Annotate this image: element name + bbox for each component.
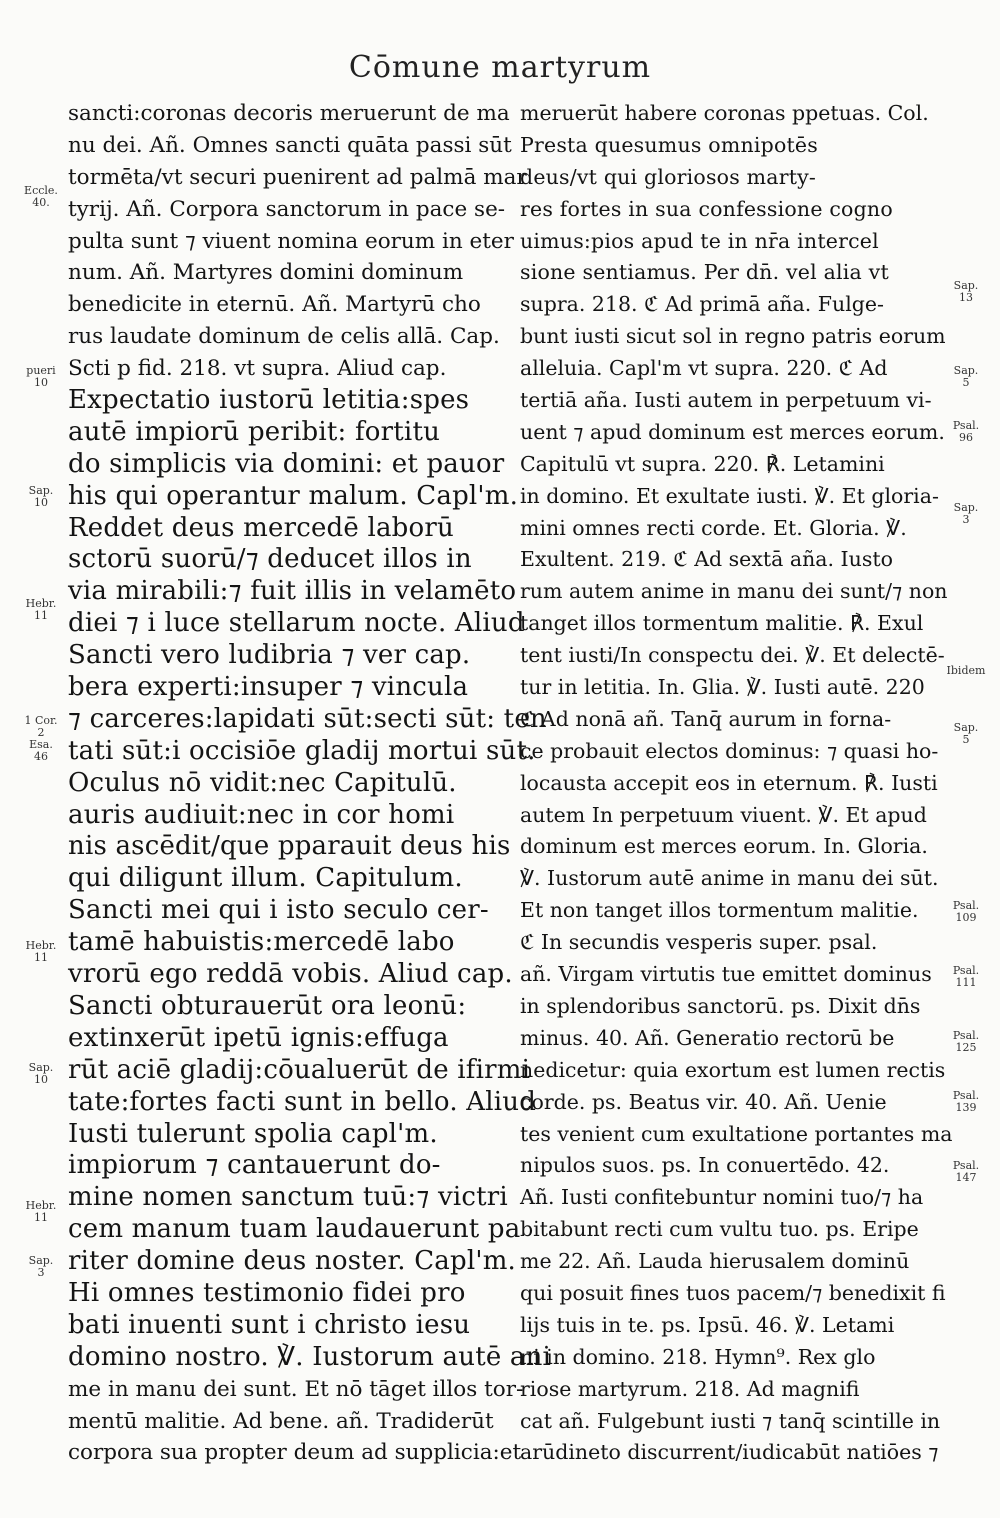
text-line: cat añ. Fulgebunt iusti ⁊ tanq̄ scintille in: [520, 1408, 941, 1433]
text-line: pulta sunt ⁊ viuent nomina eorum in eter: [68, 228, 514, 254]
text-line: ℣. Iustorum autē anime in manu dei sūt.: [520, 866, 939, 891]
text-line: sctorū suorū/⁊ deducet illos in: [68, 544, 472, 575]
text-line: dominum est merces eorum. In. Gloria.: [520, 834, 928, 859]
margin-note-left: 1 Cor. 2 Esa. 46: [24, 714, 58, 763]
margin-note-left: Sap. 10: [28, 484, 54, 509]
text-line: Añ. Iusti confitebuntur nomini tuo/⁊ ha: [520, 1185, 924, 1210]
text-line: añ. Virgam virtutis tue emittet dominus: [520, 962, 932, 987]
text-line: supra. 218. ℭ Ad primā aña. Fulge-: [520, 292, 884, 317]
text-line: tyrij. Añ. Corpora sanctorum in pace se-: [68, 196, 506, 222]
text-line: Hi omnes testimonio fidei pro: [68, 1277, 466, 1308]
text-line: ℭ In secundis vesperis super. psal.: [520, 930, 878, 955]
text-line: Presta quesumus omnipotēs: [520, 132, 818, 157]
text-line: autem In perpetuum viuent. ℣. Et apud: [520, 802, 927, 827]
margin-note-left: Hebr. 11: [25, 1199, 57, 1224]
text-line: auris audiuit:nec in cor homi: [68, 799, 455, 830]
margin-note-left: Hebr. 11: [25, 939, 57, 964]
text-line: riter domine deus noster. Capl'm.: [68, 1246, 517, 1277]
text-line: ⁊ carceres:lapidati sūt:secti sūt: ten: [68, 703, 547, 734]
text-line: ni in domino. 218. Hymn⁹. Rex glo: [520, 1344, 876, 1369]
text-line: Et non tanget illos tormentum malitie.: [520, 898, 919, 923]
margin-note-right: Psal. 96: [952, 419, 980, 444]
margin-note-right: Sap. 3: [953, 501, 979, 526]
text-line: diei ⁊ i luce stellarum nocte. Aliud: [68, 608, 525, 639]
text-line: locausta accepit eos in eternum. ℟. Iusti: [520, 770, 938, 795]
text-line: in domino. Et exultate iusti. ℣. Et gloria-: [520, 483, 939, 508]
margin-note-left: pueri 10: [26, 364, 56, 389]
margin-note-right: Sap. 13: [953, 279, 979, 304]
text-line: benedicite in eternū. Añ. Martyrū cho: [68, 292, 481, 318]
text-line: rum autem anime in manu dei sunt/⁊ non: [520, 579, 948, 604]
text-line: corpora sua propter deum ad supplicia:et: [68, 1440, 522, 1466]
text-line: Sancti vero ludibria ⁊ ver cap.: [68, 640, 471, 671]
text-line: domino nostro. ℣. Iustorum autē ani: [68, 1341, 552, 1372]
text-line: bitabunt recti cum vultu tuo. ps. Eripe: [520, 1217, 919, 1242]
text-line: autē impiorū peribit: fortitu: [68, 416, 441, 447]
text-line: Exultent. 219. ℭ Ad sextā aña. Iusto: [520, 547, 893, 572]
text-line: mini omnes recti corde. Et. Gloria. ℣.: [520, 515, 907, 540]
text-line: rus laudate dominum de celis allā. Cap.: [68, 324, 500, 350]
text-line: tertiā aña. Iusti autem in perpetuum vi-: [520, 388, 932, 413]
text-line: ℭ Ad nonā añ. Tanq̄ aurum in forna-: [520, 706, 892, 731]
margin-note-left: Hebr. 11: [25, 597, 57, 622]
text-line: qui posuit fines tuos pacem/⁊ benedixit fi: [520, 1280, 946, 1305]
text-line: mentū malitie. Ad bene. añ. Tradiderūt: [68, 1408, 494, 1434]
text-line: tate:fortes facti sunt in bello. Aliud: [68, 1086, 537, 1117]
text-line: Scti p fid. 218. vt supra. Aliud cap.: [68, 356, 447, 382]
margin-note-left: Sap. 10: [28, 1061, 54, 1086]
text-line: qui diligunt illum. Capitulum.: [68, 863, 463, 894]
text-line: corde. ps. Beatus vir. 40. Añ. Uenie: [520, 1089, 887, 1114]
margin-note-right: Psal. 111: [952, 964, 980, 989]
margin-note-right: Sap. 5: [953, 364, 979, 389]
text-line: nipulos suos. ps. In conuertēdo. 42.: [520, 1153, 890, 1178]
text-line: bunt iusti sicut sol in regno patris eorum: [520, 324, 946, 349]
text-line: tes venient cum exultatione portantes ma: [520, 1121, 953, 1146]
text-line: tanget illos tormentum malitie. ℟. Exul: [520, 611, 924, 636]
text-line: meruerūt habere coronas ppetuas. Col.: [520, 101, 929, 125]
margin-note-left: Eccle. 40.: [24, 184, 58, 209]
text-line: tent iusti/In conspectu dei. ℣. Et delectē-: [520, 643, 945, 668]
margin-note-right: Ibidem: [946, 664, 986, 677]
text-line: in splendoribus sanctorū. ps. Dixit dn̄s: [520, 993, 921, 1018]
text-line: impiorum ⁊ cantauerunt do-: [68, 1150, 441, 1181]
margin-note-right: Psal. 109: [952, 899, 980, 924]
text-line: res fortes in sua confessione cogno: [520, 196, 893, 221]
text-line: vrorū ego reddā vobis. Aliud cap.: [68, 959, 513, 990]
margin-note-left: Sap. 3: [28, 1254, 54, 1279]
text-line: ce probauit electos dominus: ⁊ quasi ho-: [520, 738, 939, 763]
text-line: nis ascēdit/que pparauit deus his: [68, 831, 511, 862]
text-line: lijs tuis in te. ps. Ipsū. 46. ℣. Letami: [520, 1312, 895, 1337]
text-line: Iusti tulerunt spolia capl'm.: [68, 1118, 438, 1149]
text-line: tur in letitia. In. Glia. ℣. Iusti autē. 220: [520, 675, 925, 700]
text-line: Oculus nō vidit:nec Capitulū.: [68, 767, 457, 798]
text-line: tati sūt:i occisiōe gladij mortui sūt.: [68, 735, 536, 766]
right-text-column: [520, 98, 953, 1469]
margin-note-right: Psal. 147: [952, 1159, 980, 1184]
text-line: bati inuenti sunt i christo iesu: [68, 1309, 471, 1340]
text-line: sancti:coronas decoris meruerunt de ma: [68, 101, 510, 126]
text-line: his qui operantur malum. Capl'm.: [68, 480, 519, 511]
text-line: tormēta/vt securi puenirent ad palmā mar: [68, 164, 527, 190]
text-line: nedicetur: quia exortum est lumen rectis: [520, 1057, 946, 1082]
text-line: uent ⁊ apud dominum est merces eorum.: [520, 419, 945, 444]
text-line: Reddet deus mercedē laborū: [68, 512, 454, 543]
text-line: arūdineto discurrent/iudicabūt natiōes ⁊: [520, 1440, 939, 1465]
text-line: extinxerūt ipetū ignis:effuga: [68, 1022, 449, 1053]
text-line: me 22. Añ. Lauda hierusalem dominū: [520, 1249, 910, 1274]
text-line: alleluia. Capl'm vt supra. 220. ℭ Ad: [520, 356, 888, 381]
text-line: Expectatio iustorū letitia:spes: [68, 385, 470, 416]
text-line: me in manu dei sunt. Et nō tāget illos tor-: [68, 1376, 524, 1402]
text-line: cem manum tuam laudauerunt pa: [68, 1214, 521, 1245]
margin-note-right: Psal. 125: [952, 1029, 980, 1054]
text-line: deus/vt qui gloriosos marty-: [520, 164, 817, 189]
text-line: via mirabili:⁊ fuit illis in velamēto: [68, 576, 517, 607]
text-line: mine nomen sanctum tuū:⁊ victri: [68, 1182, 508, 1213]
left-text-column: [68, 98, 552, 1469]
text-line: Sancti obturauerūt ora leonū:: [68, 990, 467, 1021]
margin-note-right: Psal. 139: [952, 1089, 980, 1114]
text-line: nu dei. Añ. Omnes sancti quāta passi sūt: [68, 132, 512, 158]
text-line: sione sentiamus. Per dn̄. vel alia vt: [520, 260, 889, 285]
text-line: minus. 40. Añ. Generatio rectorū be: [520, 1025, 895, 1050]
text-line: tamē habuistis:mercedē labo: [68, 927, 455, 958]
text-line: rūt aciē gladij:cōualuerūt de ifirmi: [68, 1054, 531, 1085]
text-line: uimus:pios apud te in nr̄a intercel: [520, 228, 879, 253]
margin-note-right: Sap. 5: [953, 721, 979, 746]
text-line: Capitulū vt supra. 220. ℟. Letamini: [520, 451, 885, 476]
text-line: riose martyrum. 218. Ad magnifi: [520, 1376, 860, 1401]
page-header: Cōmune martyrum: [348, 50, 652, 85]
text-line: Sancti mei qui i isto seculo cer-: [68, 895, 489, 926]
text-line: bera experti:insuper ⁊ vincula: [68, 672, 469, 703]
text-line: num. Añ. Martyres domini dominum: [68, 260, 464, 286]
text-line: do simplicis via domini: et pauor: [68, 448, 505, 479]
